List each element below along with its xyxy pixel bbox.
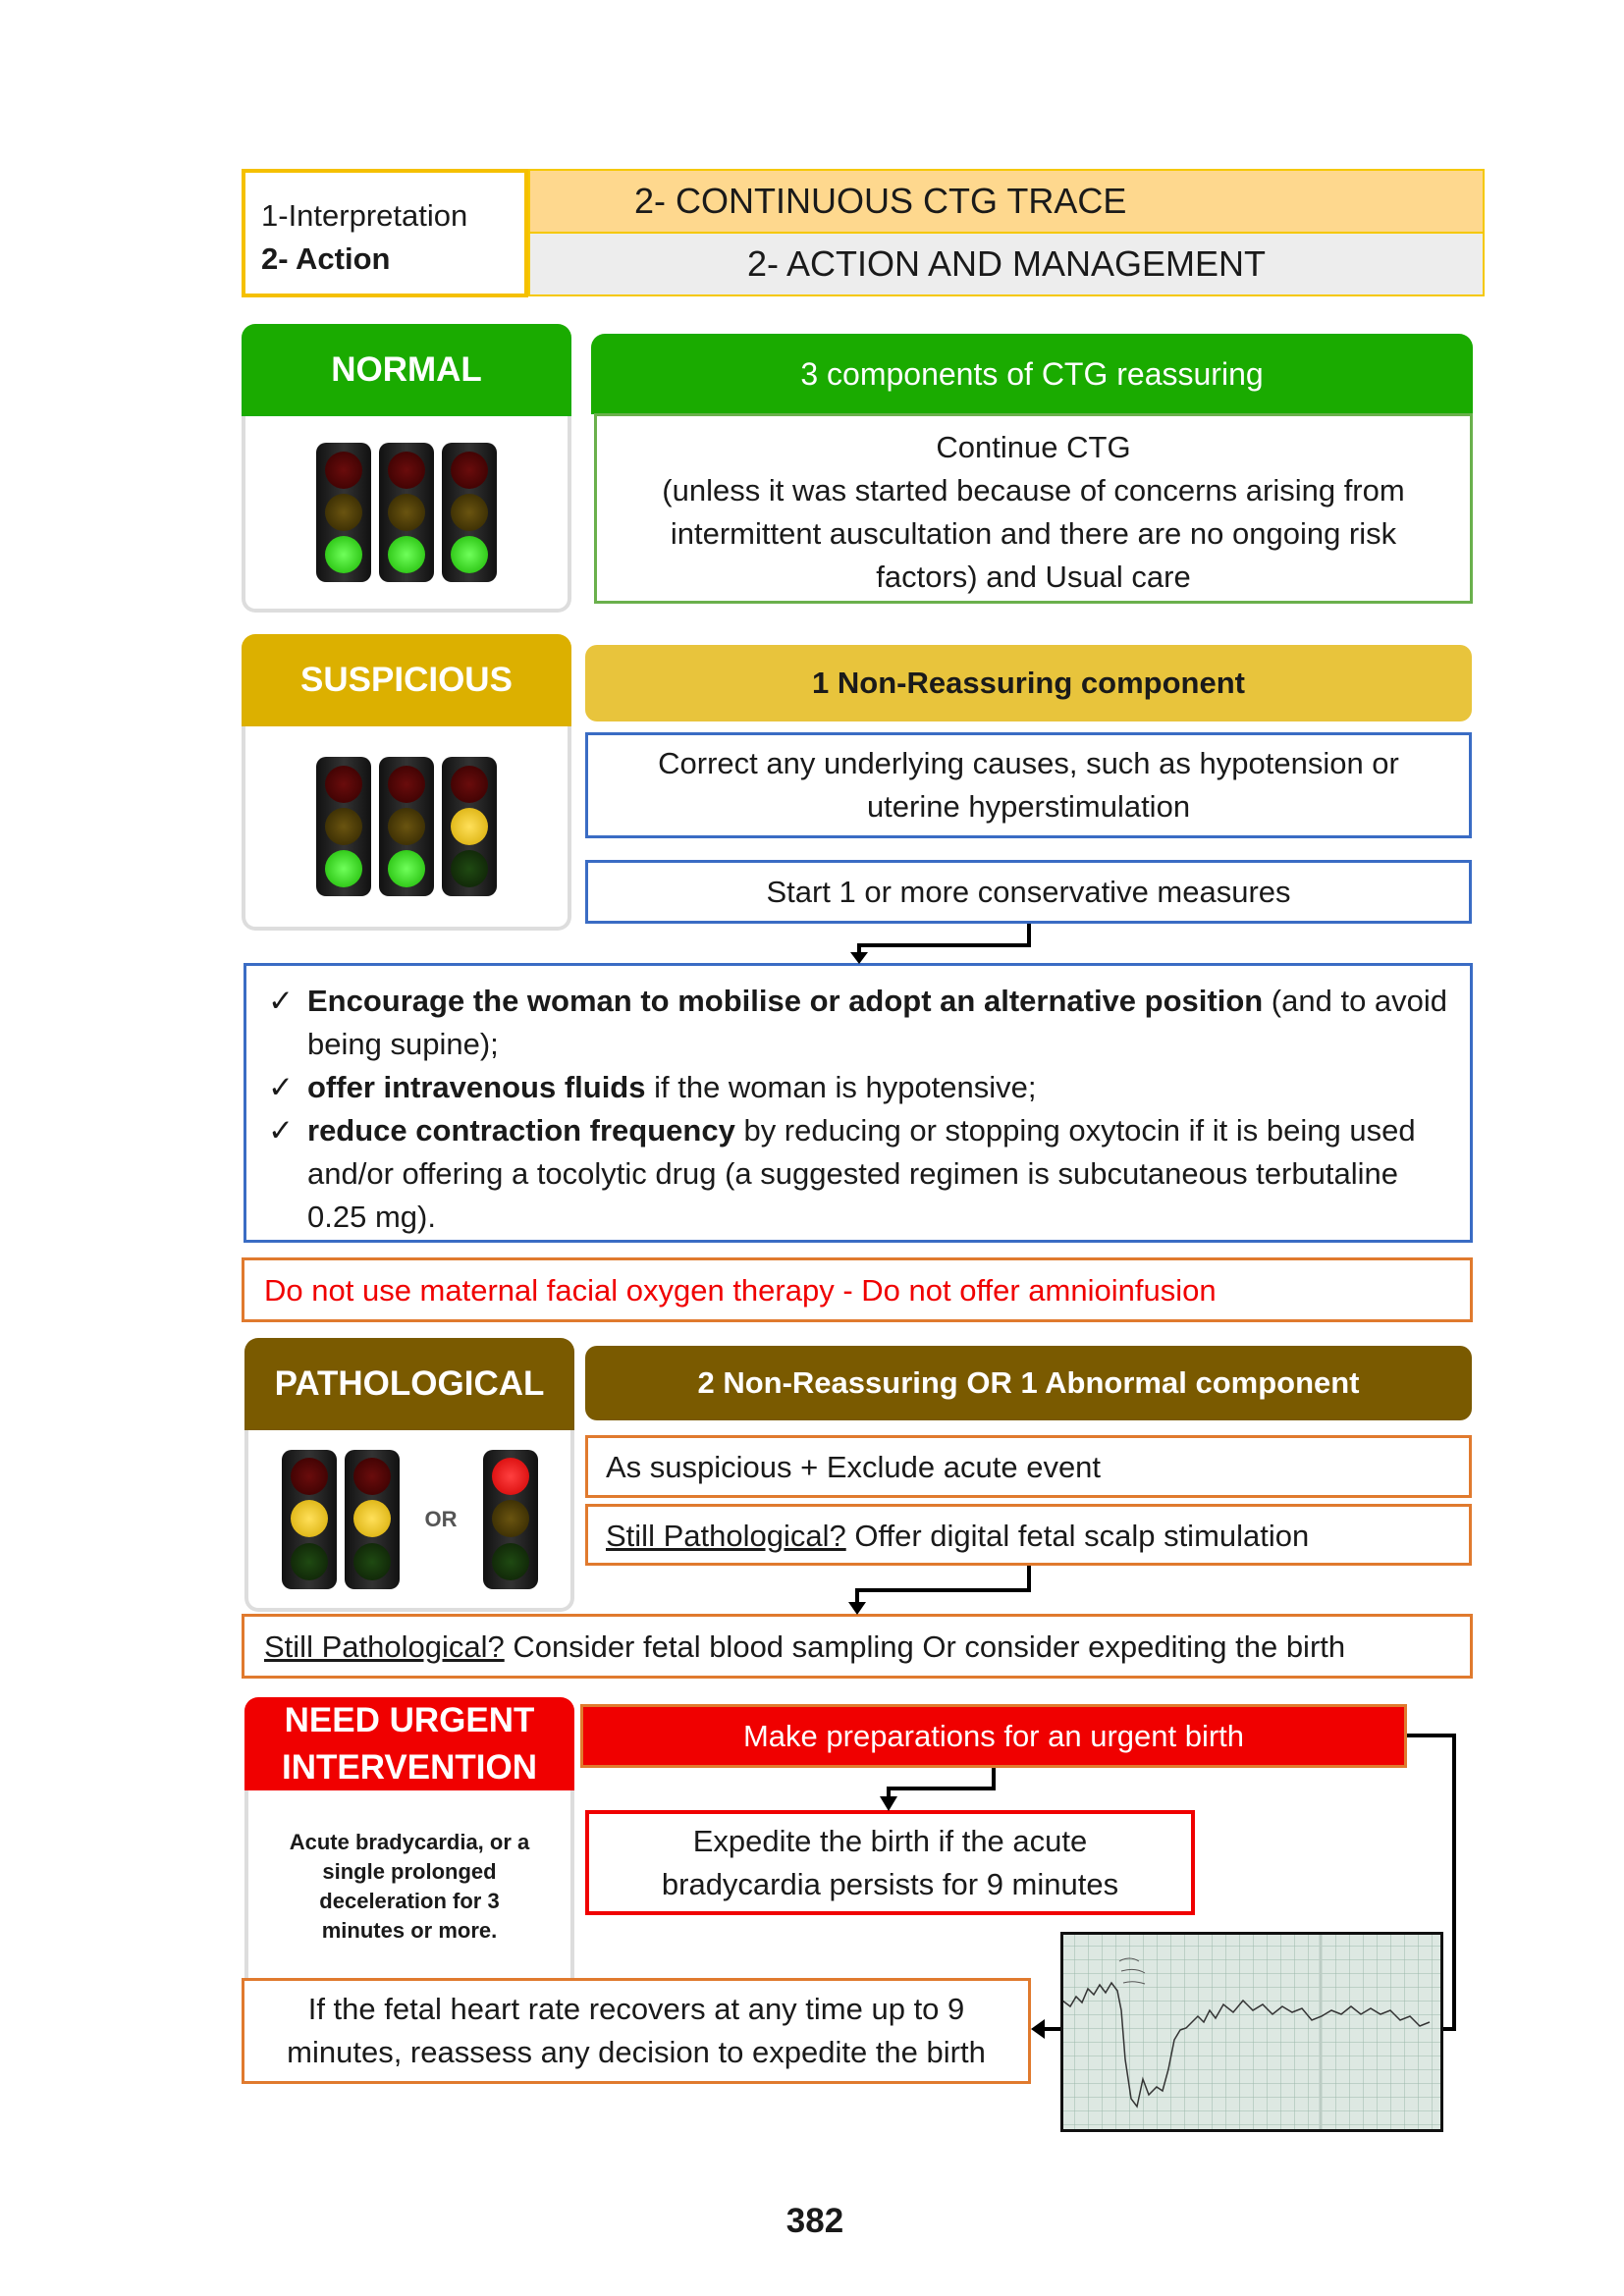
or-label: OR [424, 1506, 458, 1531]
normal-action-line1: Continue CTG [936, 430, 1131, 464]
nav-interpretation[interactable]: 1-Interpretation [261, 198, 468, 233]
urgent-action-title: Make preparations for an urgent birth [580, 1704, 1407, 1768]
normal-label: NORMAL [242, 324, 571, 416]
measure-text: (and to avoid being supine); [307, 984, 1448, 1061]
measure-text: if the woman is hypotensive; [645, 1070, 1037, 1104]
arrow-head [848, 1602, 866, 1615]
arrow-head [1031, 2019, 1045, 2039]
suspicious-label: SUSPICIOUS [242, 634, 571, 726]
nav-action[interactable]: 2- Action [261, 241, 391, 276]
expedite-box: Expedite the birth if the acute bradycardia persists for 9 minutes [585, 1810, 1195, 1915]
pathological-action-title: 2 Non-Reassuring OR 1 Abnormal component [585, 1346, 1472, 1420]
pathological-step1: As suspicious + Exclude acute event [585, 1435, 1472, 1498]
pathological-label: PATHOLOGICAL [244, 1338, 574, 1430]
page-number: 382 [785, 2202, 844, 2240]
arrow-head [850, 952, 868, 964]
page-title: 2- CONTINUOUS CTG TRACE [528, 169, 1485, 234]
step2-text: Offer digital fetal scalp stimulation [845, 1519, 1310, 1553]
arrow-head [880, 1796, 897, 1811]
normal-action-title: 3 components of CTG reassuring [591, 334, 1473, 414]
still-pathological-link: Still Pathological? [606, 1519, 846, 1553]
suspicious-warning: Do not use maternal facial oxygen therapy - Do not offer amnioinfusion [242, 1257, 1473, 1322]
ctg-trace-photo [1060, 1932, 1443, 2132]
suspicious-action-title: 1 Non-Reassuring component [585, 645, 1472, 721]
measure-bold: Encourage the woman to mobilise or adopt an alternative position [307, 984, 1264, 1018]
measure-bold: reduce contraction frequency [307, 1113, 735, 1148]
reassess-box: If the fetal heart rate recovers at any time up to 9 minutes, reassess any decision to expedite the birth [242, 1978, 1031, 2084]
measure-bold: offer intravenous fluids [307, 1070, 646, 1104]
suspicious-correct-box: Correct any underlying causes, such as hypotension or uterine hyperstimulation [585, 732, 1472, 838]
normal-action-text: (unless it was started because of concerns arising from intermittent auscultation and there are no ongoing risk factors) and Usual care [662, 473, 1405, 594]
page-subtitle: 2- ACTION AND MANAGEMENT [528, 234, 1485, 296]
urgent-description: Acute bradycardia, or a single prolonged deceleration for 3 minutes or more. [289, 1830, 530, 1943]
still-pathological-link: Still Pathological? [264, 1629, 505, 1664]
step3-text: Consider fetal blood sampling Or consider expediting the birth [504, 1629, 1346, 1664]
measure-text: by reducing or stopping oxytocin if it is being used and/or offering a tocolytic drug (a suggested regimen is subcutaneous terbutaline 0.25 mg). [307, 1113, 1416, 1234]
urgent-label: NEED URGENT INTERVENTION [244, 1697, 574, 1790]
suspicious-start-box: Start 1 or more conservative measures [585, 860, 1472, 924]
